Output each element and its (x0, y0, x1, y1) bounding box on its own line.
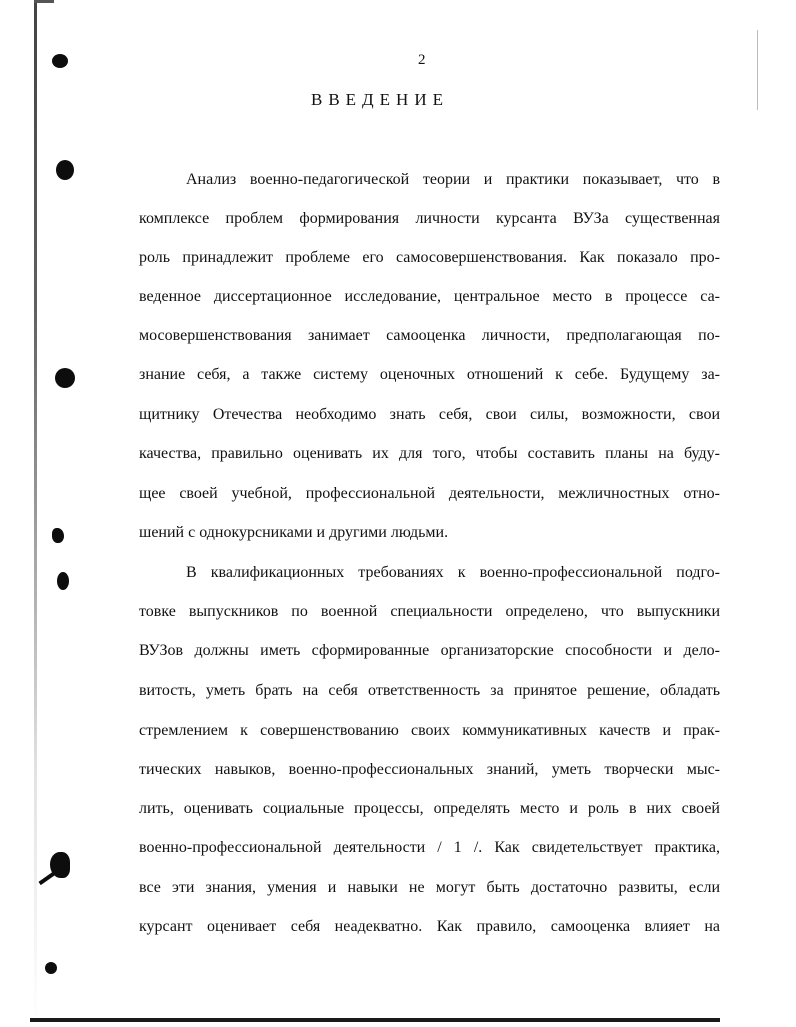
text-line: витость, уметь брать на себя ответственность за принятое решение, обладать (139, 682, 720, 699)
text-line: качества, правильно оценивать их для того, чтобы составить планы на буду- (139, 445, 720, 462)
binder-hole-icon (52, 54, 68, 68)
text-line: военно-профессиональной деятельности / 1 /. Как свидетельствует практика, (139, 839, 720, 856)
scan-corner-mark (34, 0, 54, 3)
binder-hole-icon (45, 962, 57, 974)
text-line: Анализ военно-педагогической теории и практики показывает, что в (186, 171, 720, 188)
page-title: ВВЕДЕНИЕ (311, 90, 449, 109)
text-line: лить, оценивать социальные процессы, определять место и роль в них своей (139, 800, 720, 817)
text-line: роль принадлежит проблеме его самосовершенствования. Как показало про- (139, 249, 720, 266)
page-number: 2 (418, 52, 426, 68)
text-line: мосовершенствования занимает самооценка личности, предполагающая по- (139, 327, 720, 344)
text-line: ВУЗов должны иметь сформированные организаторские способности и дело- (139, 642, 720, 659)
binder-hole-icon (57, 572, 69, 590)
text-line: товке выпускников по военной специальности определено, что выпускники (139, 603, 720, 620)
binder-hole-icon (55, 368, 75, 388)
text-line: знание себя, а также систему оценочных отношений к себе. Будущему за- (139, 366, 720, 383)
text-line: комплексе проблем формирования личности курсанта ВУЗа существенная (139, 210, 720, 227)
scan-bottom-edge (30, 1018, 720, 1022)
text-line: все эти знания, умения и навыки не могут быть достаточно развиты, если (139, 879, 720, 896)
binder-hole-icon (52, 528, 64, 543)
binder-hole-icon (56, 160, 74, 180)
text-line: курсант оценивает себя неадекватно. Как правило, самооценка влияет на (139, 918, 720, 935)
ink-smudge (38, 870, 57, 885)
text-line: щитнику Отечества необходимо знать себя, свои силы, возможности, свои (139, 406, 720, 423)
text-line: шений с однокурсниками и другими людьми. (139, 524, 449, 541)
text-line: стремлением к совершенствованию своих коммуникативных качеств и прак- (139, 722, 720, 739)
text-line: В квалификационных требованиях к военно-профессиональной подго- (186, 564, 720, 581)
text-line: веденное диссертационное исследование, центральное место в процессе са- (139, 288, 720, 305)
text-line: тических навыков, военно-профессиональных знаний, уметь творчески мыс- (139, 761, 720, 778)
scan-right-mark (757, 30, 758, 110)
text-line: щее своей учебной, профессиональной деятельности, межличностных отно- (139, 485, 720, 502)
scan-left-edge (34, 0, 37, 1027)
